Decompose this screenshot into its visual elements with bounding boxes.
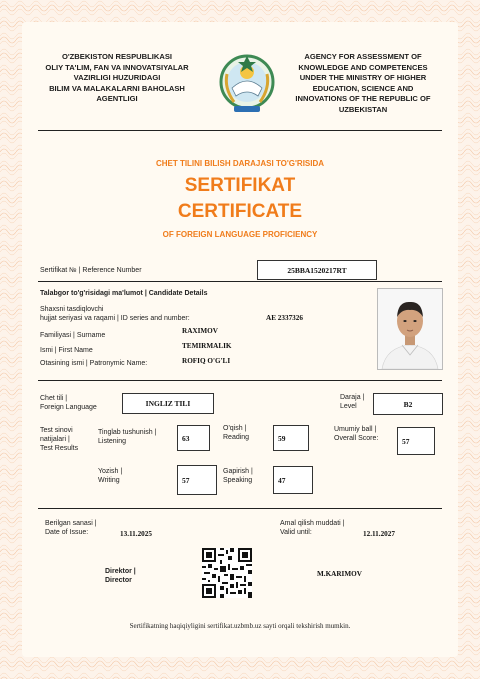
divider xyxy=(38,281,442,282)
level-label: Daraja | Level xyxy=(340,394,365,410)
issue-date-label: Berilgan sanasi | Date of Issue: xyxy=(45,520,97,536)
issuer-name-en: AGENCY FOR ASSESSMENT OF KNOWLEDGE AND COMPETENCES UNDER THE MINISTRY OF HIGHER EDUCATION, SCIENCE AND INNOVATIONS OF THE REPUBLIC OF UZBEKISTAN xyxy=(295,52,431,114)
id-number: AE 2337326 xyxy=(266,314,303,322)
listening-label: Tinglab tushunish | Listening xyxy=(98,429,157,445)
reading-score: 59 xyxy=(273,425,309,451)
language-label: Chet tili | Foreign Language xyxy=(40,395,97,411)
qr-code-icon xyxy=(202,548,252,598)
writing-label: Yozish | Writing xyxy=(98,468,123,484)
test-results-label: Test sinovi natijalari | Test Results xyxy=(40,427,79,452)
candidate-photo xyxy=(377,288,443,370)
valid-until-value: 12.11.2027 xyxy=(363,530,395,538)
surname-value: RAXIMOV xyxy=(182,327,218,335)
surname-label: Familiyasi | Surname xyxy=(40,332,106,339)
writing-score: 57 xyxy=(177,465,217,495)
overall-label: Umumiy ball | Overall Score: xyxy=(334,426,379,442)
patronymic-value: ROFIQ O'G'LI xyxy=(182,357,231,365)
title-post: OF FOREIGN LANGUAGE PROFICIENCY xyxy=(162,230,318,239)
speaking-label: Gapirish | Speaking xyxy=(223,468,253,484)
issuer-name-uz: O'ZBEKISTON RESPUBLIKASI OLIY TA'LIM, FAN VA INNOVATSIYALAR VAZIRLIGI HUZURIDAGI BILIM VA MALAKALARNI BAHOLASH AGENTLIGI xyxy=(45,52,189,103)
overall-score: 57 xyxy=(397,427,435,455)
divider xyxy=(38,380,442,381)
title-pre: CHET TILINI BILISH DARAJASI TO'G'RISIDA xyxy=(155,159,325,168)
reference-label: Sertifikat № | Reference Number xyxy=(40,267,142,274)
title-certificate: CERTIFICATE xyxy=(177,201,303,222)
first-name-value: TEMIRMALIK xyxy=(182,342,232,350)
state-emblem-icon xyxy=(218,52,276,116)
candidate-section-title: Talabgor to'g'risidagi ma'lumot | Candidate Details xyxy=(40,290,208,297)
valid-until-label: Amal qilish muddati | Valid until: xyxy=(280,520,345,536)
level-value: B2 xyxy=(373,393,443,415)
first-name-label: Ismi | First Name xyxy=(40,347,93,354)
issue-date-value: 13.11.2025 xyxy=(120,530,152,538)
title-sertifikat: SERTIFIKAT xyxy=(184,175,296,196)
listening-score: 63 xyxy=(177,425,210,451)
verification-note: Sertifikatning haqiqiyligini sertifikat.uzbmb.uz sayti orqali tekshirish mumkin. xyxy=(129,622,351,630)
header-divider xyxy=(38,130,442,131)
director-name: M.KARIMOV xyxy=(317,570,362,578)
director-label: Direktor | Director xyxy=(105,568,136,584)
id-label: Shaxsni tasdiqlovchi hujjat seriyasi va raqami | ID series and number: xyxy=(40,306,190,322)
divider xyxy=(38,508,442,509)
reference-number: 25BBA1520217RT xyxy=(257,260,377,280)
language-value: INGLIZ TILI xyxy=(122,393,214,414)
patronymic-label: Otasining ismi | Patronymic Name: xyxy=(40,360,148,367)
reading-label: O'qish | Reading xyxy=(223,425,250,441)
speaking-score: 47 xyxy=(273,466,313,494)
